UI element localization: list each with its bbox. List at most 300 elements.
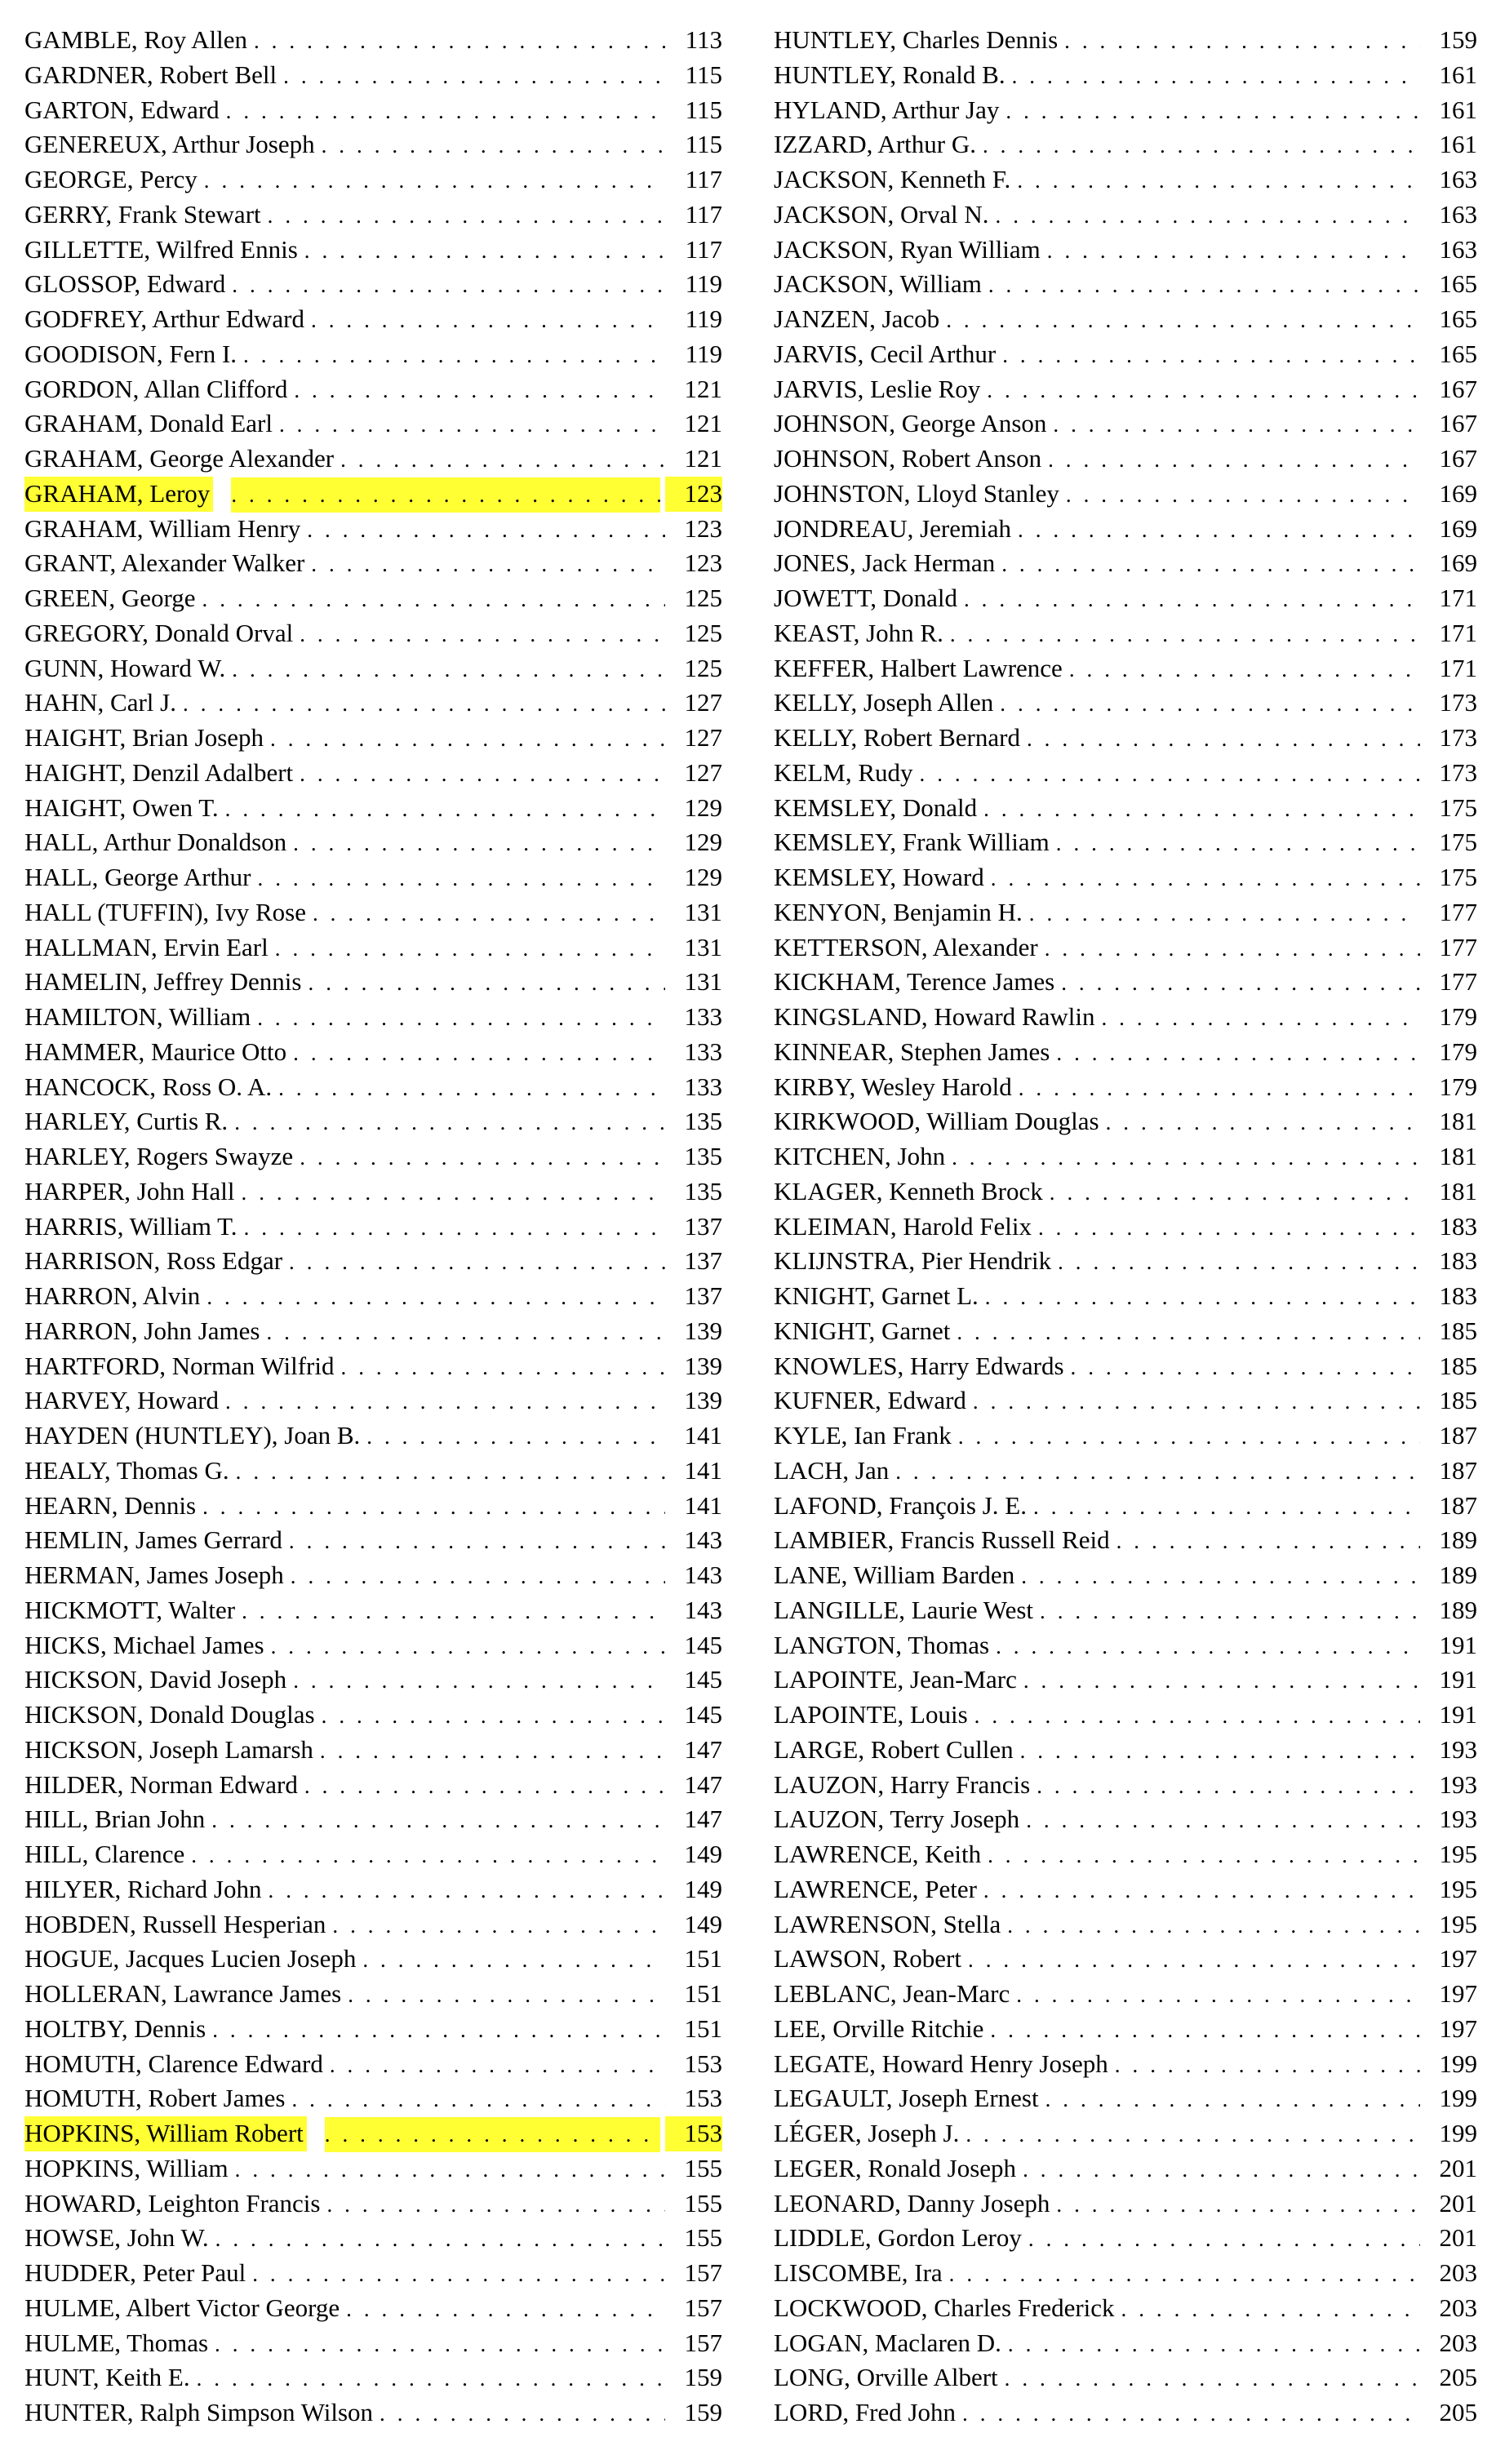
- entry-page-number: 115: [685, 95, 722, 124]
- entry-page-number: 123: [665, 477, 722, 512]
- index-entry: [24, 2360, 722, 2395]
- entry-page-number: 151: [684, 1979, 722, 2008]
- index-entry: [774, 198, 1477, 233]
- dot-leader: [191, 1838, 665, 1873]
- dot-leader: [366, 1419, 665, 1454]
- entry-page-number: 179: [1439, 1037, 1477, 1066]
- dot-leader: [197, 2361, 665, 2396]
- dot-leader: [1016, 1978, 1420, 2013]
- index-entry: [24, 1418, 722, 1454]
- dot-leader: [1002, 338, 1420, 373]
- index-entry: [24, 756, 722, 791]
- dot-leader: [1121, 2292, 1420, 2327]
- index-entry: [774, 1872, 1477, 1907]
- dot-leader: [1069, 652, 1420, 687]
- index-entry: [774, 2151, 1477, 2187]
- entry-name: JACKSON, Ryan William: [774, 234, 1041, 264]
- entry-page-number: 139: [684, 1316, 722, 1345]
- entry-page-number: 203: [1439, 2328, 1477, 2357]
- entry-page-number: 205: [1439, 2398, 1477, 2426]
- index-entry: [24, 127, 722, 162]
- entry-page-number: 121: [684, 374, 722, 403]
- entry-page-number: 167: [1439, 409, 1477, 438]
- index-entry: [774, 1977, 1477, 2012]
- index-entry: [24, 2187, 722, 2222]
- entry-name: KNOWLES, Harry Edwards: [774, 1351, 1064, 1380]
- dot-leader: [983, 128, 1420, 163]
- dot-leader: [983, 792, 1420, 827]
- index-entry: [24, 198, 722, 233]
- entry-name: HICKSON, David Joseph: [24, 1665, 287, 1694]
- index-entry: [774, 233, 1477, 268]
- entry-page-number: 183: [1439, 1211, 1477, 1241]
- entry-name: KEMSLEY, Frank William: [774, 828, 1050, 857]
- index-entry: [24, 1837, 722, 1872]
- index-entry: [774, 1314, 1477, 1349]
- dot-leader: [973, 1384, 1420, 1419]
- entry-page-number: 197: [1439, 2013, 1477, 2043]
- entry-page-number: 199: [1439, 2049, 1477, 2078]
- entry-name: KYLE, Ian Frank: [774, 1421, 952, 1450]
- index-entry: [774, 546, 1477, 581]
- index-entry: [774, 302, 1477, 337]
- index-entry: [24, 965, 722, 1000]
- dot-leader: [183, 686, 665, 721]
- entry-page-number: 141: [684, 1490, 722, 1520]
- index-entry: [774, 1628, 1477, 1663]
- index-entry-highlighted: [24, 477, 722, 512]
- dot-leader: [1064, 24, 1420, 59]
- index-entry: [24, 1104, 722, 1139]
- entry-page-number: 113: [685, 25, 722, 54]
- entry-name: HAIGHT, Brian Joseph: [24, 723, 264, 752]
- index-entry: [774, 2116, 1477, 2151]
- dot-leader: [362, 1942, 665, 1978]
- index-entry: [774, 1768, 1477, 1803]
- entry-name: JONDREAU, Jeremiah: [774, 513, 1012, 543]
- index-entry: [774, 1663, 1477, 1698]
- entry-name: JOHNSON, George Anson: [774, 409, 1047, 438]
- dot-leader: [206, 1280, 665, 1315]
- dot-leader: [232, 268, 665, 303]
- index-entry: [24, 267, 722, 302]
- dot-leader: [1012, 59, 1420, 94]
- dot-leader: [236, 1454, 665, 1489]
- entry-page-number: 187: [1439, 1490, 1477, 1520]
- entry-page-number: 171: [1439, 584, 1477, 612]
- index-entry: [24, 1244, 722, 1279]
- index-entry: [24, 1593, 722, 1628]
- entry-name: KELM, Rudy: [774, 757, 913, 787]
- entry-name: HOMUTH, Robert James: [24, 2084, 286, 2113]
- entry-name: HARPER, John Hall: [24, 1176, 235, 1205]
- entry-page-number: 141: [684, 1455, 722, 1485]
- dot-leader: [1018, 513, 1420, 548]
- index-entry: [24, 1558, 722, 1593]
- index-entry: [24, 860, 722, 895]
- dot-leader: [204, 163, 665, 198]
- index-entry: [24, 58, 722, 93]
- index-entry: [774, 1244, 1477, 1279]
- dot-leader: [966, 2117, 1420, 2152]
- entry-name: HEARN, Dennis: [24, 1490, 197, 1520]
- entry-page-number: 171: [1439, 618, 1477, 647]
- dot-leader: [1116, 1524, 1420, 1559]
- entry-name: LAUZON, Terry Joseph: [774, 1805, 1020, 1834]
- dot-leader: [215, 2222, 665, 2257]
- entry-name: JACKSON, Kenneth F.: [774, 165, 1011, 193]
- index-entry: [24, 651, 722, 686]
- dot-leader: [1040, 1594, 1420, 1629]
- dot-leader: [1115, 2048, 1420, 2083]
- entry-page-number: 159: [1439, 25, 1477, 54]
- dot-leader: [252, 2257, 665, 2292]
- entry-page-number: 121: [684, 444, 722, 473]
- entry-name: IZZARD, Arthur G.: [774, 130, 976, 159]
- index-entry: [24, 2012, 722, 2047]
- dot-leader: [225, 1384, 665, 1419]
- dot-leader: [964, 582, 1420, 617]
- entry-page-number: 173: [1439, 688, 1477, 717]
- entry-page-number: 135: [684, 1176, 722, 1205]
- dot-leader: [300, 1140, 665, 1175]
- index-entry: [774, 1802, 1477, 1837]
- dot-leader: [211, 1803, 665, 1838]
- entry-name: GAMBLE, Roy Allen: [24, 25, 247, 54]
- entry-name: LONG, Orville Albert: [774, 2363, 998, 2392]
- entry-page-number: 195: [1439, 1840, 1477, 1868]
- entry-name: JACKSON, Orval N.: [774, 199, 989, 229]
- entry-name: LANGTON, Thomas: [774, 1630, 990, 1659]
- entry-page-number: 153: [684, 2084, 722, 2113]
- dot-leader: [275, 931, 665, 966]
- entry-name: KENYON, Benjamin H.: [774, 897, 1023, 926]
- dot-leader: [232, 652, 665, 687]
- entry-name: HARRON, John James: [24, 1316, 260, 1345]
- dot-leader: [304, 233, 665, 269]
- index-entry: [774, 860, 1477, 895]
- entry-name: HARLEY, Rogers Swayze: [24, 1142, 294, 1170]
- entry-name: HUDDER, Peter Paul: [24, 2258, 246, 2287]
- dot-leader: [1029, 896, 1420, 931]
- index-entry: [774, 1174, 1477, 1210]
- entry-page-number: 165: [1439, 339, 1477, 368]
- entry-name: HOLLERAN, Lawrance James: [24, 1979, 342, 2008]
- dot-leader: [258, 861, 665, 896]
- index-entry: [774, 1698, 1477, 1733]
- entry-name: HUNTER, Ralph Simpson Wilson: [24, 2398, 374, 2426]
- index-entry: [24, 2326, 722, 2361]
- entry-name: LIDDLE, Gordon Leroy: [774, 2223, 1022, 2253]
- index-entry: [774, 1104, 1477, 1139]
- index-entry: [774, 1907, 1477, 1942]
- index-entry: [24, 1733, 722, 1768]
- index-entry: [24, 1628, 722, 1663]
- entry-name: GLOSSOP, Edward: [24, 269, 226, 299]
- index-entry: [24, 2395, 722, 2431]
- index-entry: [24, 930, 722, 966]
- dot-leader: [990, 2013, 1420, 2048]
- entry-page-number: 157: [684, 2293, 722, 2322]
- dot-leader: [1023, 1663, 1420, 1698]
- entry-name: GRAHAM, Donald Earl: [24, 409, 273, 438]
- entry-page-number: 145: [684, 1700, 722, 1729]
- dot-leader: [289, 1245, 665, 1280]
- dot-leader: [268, 198, 665, 233]
- entry-name: KIRKWOOD, William Douglas: [774, 1107, 1099, 1136]
- index-entry: [774, 2221, 1477, 2256]
- entry-name: KUFNER, Edward: [774, 1386, 966, 1415]
- entry-name: LANE, William Barden: [774, 1561, 1015, 1589]
- entry-name: HAIGHT, Owen T.: [24, 792, 219, 822]
- entry-name: HEMLIN, James Gerrard: [24, 1525, 282, 1555]
- index-entry: [774, 1383, 1477, 1418]
- entry-page-number: 125: [684, 584, 722, 612]
- dot-leader: [895, 1454, 1420, 1489]
- entry-name: GILLETTE, Wilfred Ennis: [24, 234, 298, 264]
- index-entry: [24, 1907, 722, 1942]
- entry-page-number: 125: [684, 618, 722, 647]
- dot-leader: [380, 2396, 665, 2431]
- index-entry: [24, 895, 722, 930]
- entry-page-number: 173: [1439, 757, 1477, 787]
- dot-leader: [1021, 1559, 1420, 1594]
- index-entry: [774, 791, 1477, 826]
- dot-leader: [293, 826, 665, 861]
- index-entry: [24, 1314, 722, 1349]
- entry-page-number: 157: [684, 2328, 722, 2357]
- entry-name: LAFOND, François J. E.: [774, 1490, 1027, 1520]
- entry-name: HARLEY, Curtis R.: [24, 1107, 229, 1136]
- entry-name: LEE, Orville Ritchie: [774, 2013, 984, 2043]
- entry-name: KLEIMAN, Harold Felix: [774, 1211, 1032, 1241]
- entry-page-number: 129: [684, 828, 722, 857]
- dot-leader: [226, 94, 665, 129]
- dot-leader: [1005, 2361, 1420, 2396]
- dot-leader: [320, 1734, 665, 1769]
- entry-page-number: 201: [1439, 2188, 1477, 2218]
- dot-leader: [968, 1942, 1420, 1978]
- dot-leader: [983, 1873, 1420, 1908]
- entry-page-number: 141: [684, 1421, 722, 1450]
- dot-leader: [235, 2152, 665, 2187]
- dot-leader: [946, 303, 1420, 338]
- entry-name: LÉGER, Joseph J.: [774, 2119, 960, 2147]
- entry-name: HOGUE, Jacques Lucien Joseph: [24, 1944, 357, 1973]
- entry-name: HILL, Brian John: [24, 1805, 206, 1834]
- entry-page-number: 119: [685, 339, 722, 368]
- entry-name: HEALY, Thomas G.: [24, 1455, 229, 1485]
- entry-name: HALL, George Arthur: [24, 863, 251, 891]
- entry-page-number: 179: [1439, 1072, 1477, 1101]
- entry-page-number: 189: [1439, 1561, 1477, 1589]
- dot-leader: [1071, 1350, 1420, 1385]
- dot-leader: [1045, 931, 1420, 966]
- entry-page-number: 119: [685, 304, 722, 333]
- entry-page-number: 183: [1439, 1246, 1477, 1276]
- index-entry: [774, 337, 1477, 372]
- entry-page-number: 125: [684, 653, 722, 682]
- dot-leader: [266, 1315, 665, 1350]
- index-entry: [24, 1872, 722, 1907]
- dot-leader: [257, 1001, 665, 1036]
- dot-leader: [1023, 2152, 1420, 2187]
- index-entry: [774, 2360, 1477, 2395]
- entry-name: LAWRENCE, Peter: [774, 1874, 977, 1903]
- dot-leader: [293, 1036, 665, 1071]
- index-entry: [24, 233, 722, 268]
- entry-page-number: 189: [1439, 1525, 1477, 1555]
- entry-page-number: 165: [1439, 304, 1477, 333]
- index-entry: [24, 512, 722, 547]
- index-entry: [24, 1383, 722, 1418]
- dot-leader: [234, 1105, 665, 1140]
- entry-page-number: 143: [684, 1561, 722, 1589]
- index-entry: [774, 58, 1477, 93]
- index-entry: [774, 2047, 1477, 2082]
- dot-leader: [1027, 721, 1420, 757]
- entry-name: GARDNER, Robert Bell: [24, 60, 277, 89]
- entry-page-number: 115: [685, 130, 722, 159]
- entry-name: HALL (TUFFIN), Ivy Rose: [24, 897, 306, 926]
- entry-page-number: 189: [1439, 1595, 1477, 1624]
- entry-name: HICKSON, Donald Douglas: [24, 1700, 315, 1729]
- entry-name: GRANT, Alexander Walker: [24, 548, 305, 578]
- entry-name: HOPKINS, William: [24, 2153, 229, 2182]
- entry-page-number: 159: [684, 2398, 722, 2426]
- entry-name: KEMSLEY, Howard: [774, 863, 984, 891]
- dot-leader: [307, 513, 665, 548]
- entry-page-number: 199: [1439, 2084, 1477, 2113]
- entry-page-number: 177: [1439, 967, 1477, 997]
- dot-leader: [1045, 2082, 1420, 2117]
- entry-name: GRAHAM, Leroy: [24, 477, 213, 512]
- entry-page-number: 191: [1439, 1630, 1477, 1659]
- entry-page-number: 131: [684, 897, 722, 926]
- entry-name: JOHNSON, Robert Anson: [774, 444, 1042, 473]
- entry-page-number: 149: [684, 1874, 722, 1903]
- index-entry: [774, 1558, 1477, 1593]
- entry-name: LAWRENCE, Keith: [774, 1840, 982, 1868]
- entry-name: GRAHAM, William Henry: [24, 513, 301, 543]
- index-entry: [24, 581, 722, 616]
- entry-name: GARTON, Edward: [24, 95, 220, 124]
- entry-page-number: 131: [684, 932, 722, 961]
- dot-leader: [322, 1698, 665, 1734]
- entry-name: JONES, Jack Herman: [774, 548, 996, 578]
- index-entry: [24, 686, 722, 721]
- dot-leader: [1026, 1803, 1420, 1838]
- entry-page-number: 193: [1439, 1805, 1477, 1834]
- entry-name: LOGAN, Maclaren D.: [774, 2328, 1001, 2357]
- entry-name: LANGILLE, Laurie West: [774, 1595, 1034, 1624]
- index-entry: [774, 1210, 1477, 1245]
- entry-page-number: 149: [684, 1840, 722, 1868]
- index-entry: [24, 162, 722, 198]
- entry-page-number: 117: [685, 165, 722, 193]
- entry-page-number: 123: [684, 548, 722, 578]
- entry-page-number: 205: [1439, 2363, 1477, 2392]
- dot-leader: [225, 792, 665, 827]
- index-entry: [24, 1663, 722, 1698]
- entry-page-number: 155: [684, 2188, 722, 2218]
- dot-leader: [1005, 94, 1420, 129]
- dot-leader: [289, 1524, 665, 1559]
- dot-leader: [212, 2013, 665, 2048]
- entry-name: HAYDEN (HUNTLEY), Joan B.: [24, 1421, 361, 1450]
- index-entry: [774, 1139, 1477, 1174]
- entry-name: HUNT, Keith E.: [24, 2363, 190, 2392]
- entry-page-number: 143: [684, 1525, 722, 1555]
- entry-page-number: 151: [684, 2013, 722, 2043]
- dot-leader: [242, 1175, 666, 1210]
- index-entry: [774, 1489, 1477, 1524]
- entry-name: KEFFER, Halbert Lawrence: [774, 653, 1063, 682]
- dot-leader: [269, 1873, 666, 1908]
- entry-name: KEMSLEY, Donald: [774, 792, 978, 822]
- dot-leader: [330, 2048, 665, 2083]
- entry-name: LAPOINTE, Louis: [774, 1700, 968, 1729]
- entry-name: HAMILTON, William: [24, 1002, 251, 1031]
- dot-leader: [987, 373, 1420, 408]
- dot-leader: [325, 2117, 660, 2152]
- dot-leader: [950, 617, 1420, 652]
- index-entry: [774, 616, 1477, 651]
- dot-leader: [279, 407, 665, 442]
- index-entry: [24, 1035, 722, 1070]
- dot-leader: [1056, 1036, 1420, 1071]
- index-entry: [774, 1733, 1477, 1768]
- dot-leader: [231, 477, 660, 513]
- dot-leader: [985, 1280, 1420, 1315]
- dot-leader: [1008, 2327, 1420, 2362]
- index-entry: [774, 406, 1477, 442]
- entry-page-number: 165: [1439, 269, 1477, 299]
- dot-leader: [346, 2292, 665, 2327]
- index-entry: [24, 2256, 722, 2291]
- entry-page-number: 199: [1439, 2119, 1477, 2147]
- entry-name: HICKSON, Joseph Lamarsh: [24, 1734, 313, 1764]
- index-entry: [774, 651, 1477, 686]
- dot-leader: [952, 1140, 1420, 1175]
- index-entry: [24, 2221, 722, 2256]
- entry-page-number: 155: [684, 2223, 722, 2253]
- index-entry: [774, 1454, 1477, 1489]
- entry-page-number: 147: [684, 1769, 722, 1799]
- dot-leader: [1106, 1105, 1420, 1140]
- entry-name: KICKHAM, Terence James: [774, 967, 1055, 997]
- entry-page-number: 133: [684, 1037, 722, 1066]
- dot-leader: [996, 198, 1421, 233]
- entry-page-number: 123: [684, 513, 722, 543]
- dot-leader: [1053, 407, 1420, 442]
- index-entry: [24, 1139, 722, 1174]
- dot-leader: [1038, 1210, 1420, 1245]
- index-entry: [24, 825, 722, 860]
- entry-name: HAHN, Carl J.: [24, 688, 176, 717]
- entry-name: LEGATE, Howard Henry Joseph: [774, 2049, 1108, 2078]
- entry-page-number: 197: [1439, 1944, 1477, 1973]
- entry-page-number: 163: [1439, 199, 1477, 229]
- dot-leader: [1047, 233, 1420, 269]
- entry-page-number: 191: [1439, 1665, 1477, 1694]
- index-entry: [24, 1279, 722, 1314]
- entry-name: KINGSLAND, Howard Rawlin: [774, 1002, 1095, 1031]
- entry-page-number: 127: [684, 688, 722, 717]
- index-entry: [774, 2012, 1477, 2047]
- entry-page-number: 193: [1439, 1734, 1477, 1764]
- entry-page-number: 201: [1439, 2153, 1477, 2182]
